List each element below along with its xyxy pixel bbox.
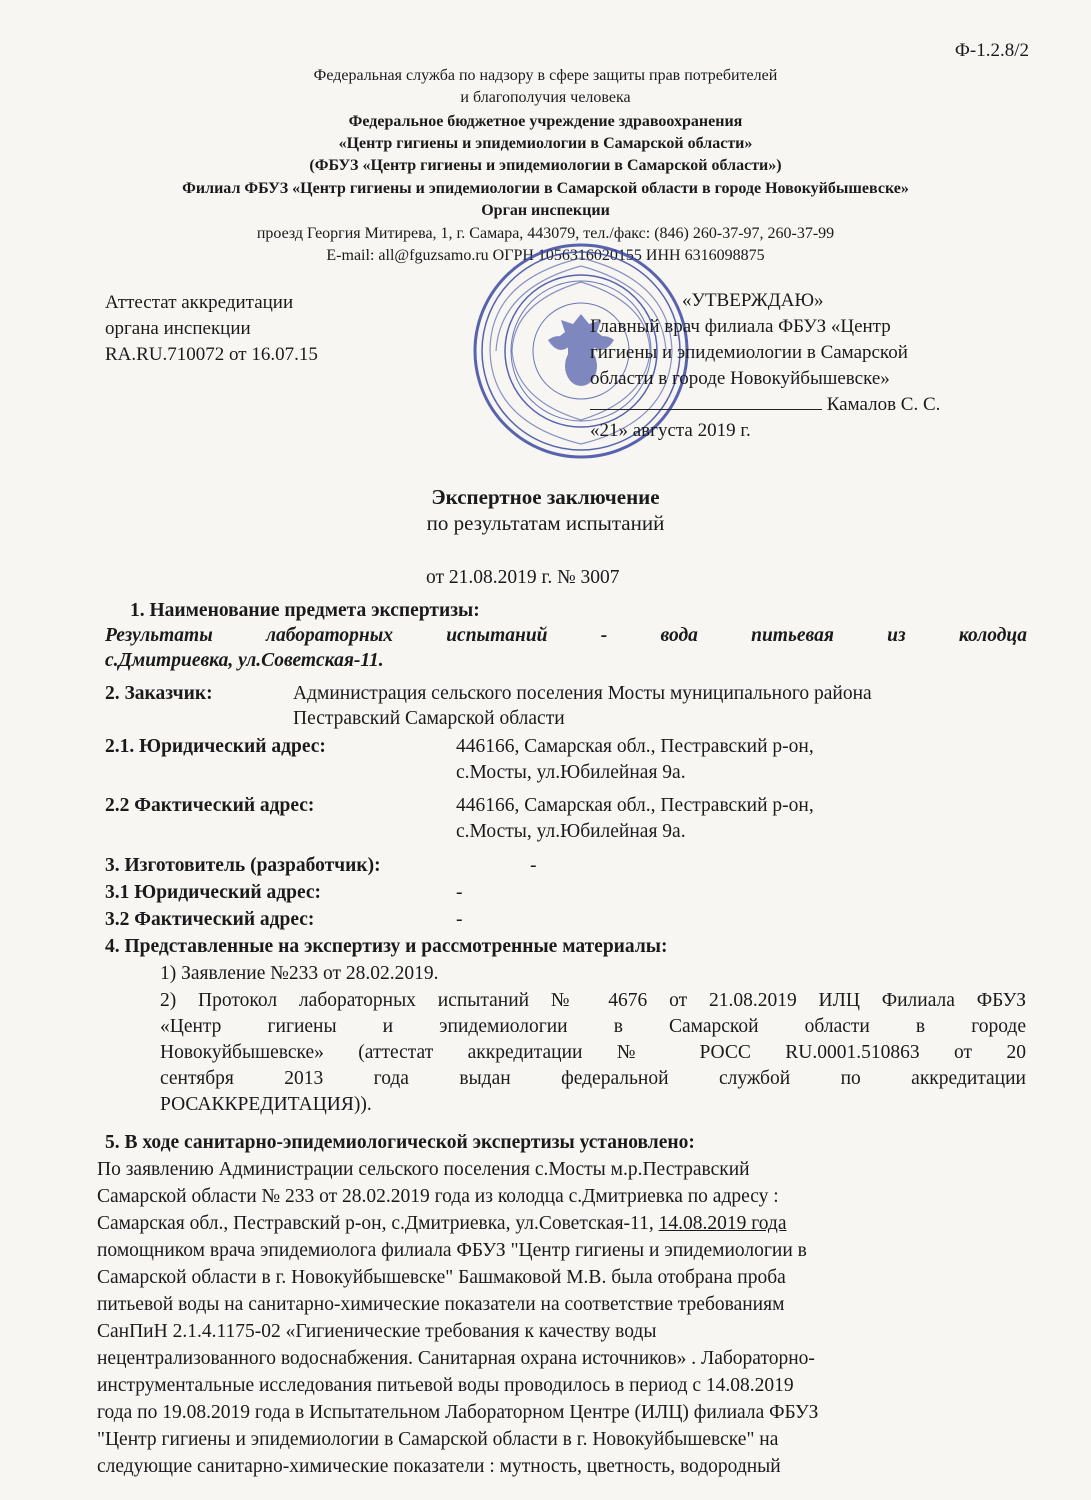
accreditation-line-3: RA.RU.710072 от 16.07.15 [105, 344, 318, 365]
signature-line [590, 393, 822, 410]
accreditation-line-1: Аттестат аккредитации [105, 292, 294, 313]
approval-signature-row [590, 392, 1010, 418]
section-2-1-line-1: 446166, Самарская обл., Пестравский р-он, [456, 736, 814, 757]
section-5-line-2: Самарской области № 233 от 28.02.2019 года из колодца с.Дмитриевка по адресу : [97, 1186, 779, 1207]
approval-line-1: Главный врач филиала ФБУЗ «Центр [590, 316, 891, 337]
section-3-value: - [530, 855, 537, 876]
section-4-item-1: 1) Заявление №233 от 28.02.2019. [160, 963, 439, 984]
section-2-2-line-2: с.Мосты, ул.Юбилейная 9а. [456, 821, 686, 842]
approval-signer: Камалов С. С. [826, 394, 941, 415]
approval-block [590, 288, 1010, 444]
section-2-label: 2. Заказчик: [105, 683, 213, 704]
section-2-line-1: Администрация сельского поселения Мосты муниципального района [293, 683, 872, 704]
section-1-line-2: с.Дмитриевка, ул.Советская-11. [105, 650, 384, 671]
header-line-9: E-mail: all@fguzsamo.ru ОГРН 1056316020155 ИНН 6316098875 [326, 247, 765, 264]
section-5-line-9: инструментальные исследования питьевой воды проводилось в период с 14.08.2019 [97, 1375, 794, 1396]
section-5-line-5: Самарской области в г. Новокуйбышевске" Башмаковой М.В. была отобрана проба [97, 1267, 786, 1288]
document-title: Экспертное заключение [431, 485, 660, 509]
section-2-1-line-2: с.Мосты, ул.Юбилейная 9а. [456, 762, 686, 783]
section-5-line-6: питьевой воды на санитарно-химические показатели на соответствие требованиям [97, 1294, 785, 1315]
section-5-line-11: "Центр гигиены и эпидемиологии в Самарской области в г. Новокуйбышевске" на [97, 1429, 779, 1450]
section-5-line-3-text: Самарская обл., Пестравский р-он, с.Дмитриевка, ул.Советская-11, [97, 1213, 654, 1234]
section-5-line-10: года по 19.08.2019 года в Испытательном Лабораторном Центре (ИЛЦ) филиала ФБУЗ [97, 1402, 819, 1423]
document-subtitle: по результатам испытаний [426, 511, 665, 535]
approval-line-3: области в городе Новокуйбышевске» [590, 368, 890, 389]
section-1-heading: 1. Наименование предмета экспертизы: [130, 600, 480, 621]
section-4-item-2-line-4: сентября 2013 года выдан федеральной службой по аккредитации [160, 1068, 1026, 1089]
section-4-heading: 4. Представленные на экспертизу и рассмотренные материалы: [105, 936, 668, 957]
section-5-heading: 5. В ходе санитарно-эпидемиологической экспертизы установлено: [105, 1132, 695, 1153]
section-5-line-1: По заявлению Администрации сельского поселения с.Мосты м.р.Пестравский [97, 1159, 750, 1180]
section-4-item-2-line-2: «Центр гигиены и эпидемиологии в Самарской области в городе [160, 1016, 1026, 1037]
section-3-2-value: - [456, 909, 463, 930]
section-2-2-line-1: 446166, Самарская обл., Пестравский р-он, [456, 795, 814, 816]
header-line-2: и благополучия человека [460, 89, 631, 106]
section-3-label: 3. Изготовитель (разработчик): [105, 855, 381, 876]
approval-title: «УТВЕРЖДАЮ» [682, 290, 824, 311]
section-2-1-label: 2.1. Юридический адрес: [105, 736, 326, 757]
section-5-line-7: СанПиН 2.1.4.1175-02 «Гигиенические требования к качеству воды [97, 1321, 657, 1342]
section-3-2-label: 3.2 Фактический адрес: [105, 909, 315, 930]
section-5-line-8: нецентрализованного водоснабжения. Санитарная охрана источников» . Лабораторно- [97, 1348, 815, 1369]
section-3-1-value: - [456, 882, 463, 903]
header-line-4: «Центр гигиены и эпидемиологии в Самарской области» [338, 135, 753, 152]
section-1-line-1: Результаты лабораторных испытаний - вода питьевая из колодца [105, 625, 1027, 646]
header-line-1: Федеральная служба по надзору в сфере защиты прав потребителей [313, 67, 778, 84]
document-date-number: от 21.08.2019 г. № 3007 [426, 567, 620, 588]
form-code: Ф-1.2.8/2 [954, 40, 1029, 61]
sample-date: 14.08.2019 года [658, 1213, 787, 1234]
header-line-8: проезд Георгия Митирева, 1, г. Самара, 443079, тел./факс: (846) 260-37-97, 260-37-99 [256, 225, 835, 242]
approval-line-2: гигиены и эпидемиологии в Самарской [590, 342, 908, 363]
section-5-line-3 [97, 1211, 786, 1236]
header-line-3: Федеральное бюджетное учреждение здравоохранения [348, 113, 743, 130]
section-2-2-label: 2.2 Фактический адрес: [105, 795, 315, 816]
section-5-line-12: следующие санитарно-химические показатели : мутность, цветность, водородный [97, 1456, 781, 1477]
accreditation-block [105, 290, 318, 368]
section-2-line-2: Пестравский Самарской области [293, 708, 565, 729]
section-3-1-label: 3.1 Юридический адрес: [105, 882, 322, 903]
section-4-item-2-line-5: РОСАККРЕДИТАЦИЯ)). [160, 1094, 372, 1115]
section-4-item-2-line-3: Новокуйбышевске» (аттестат аккредитации № РОСС RU.0001.510863 от 20 [160, 1042, 1026, 1063]
header-line-7: Орган инспекции [481, 202, 610, 219]
header-line-5: (ФБУЗ «Центр гигиены и эпидемиологии в Самарской области») [309, 157, 782, 174]
section-4-item-2-line-1: 2) Протокол лабораторных испытаний № 4676 от 21.08.2019 ИЛЦ Филиала ФБУЗ [160, 990, 1026, 1011]
approval-date: «21» августа 2019 г. [590, 420, 751, 441]
section-5-line-4: помощником врача эпидемиолога филиала ФБУЗ "Центр гигиены и эпидемиологии в [97, 1240, 807, 1261]
accreditation-line-2: органа инспекции [105, 318, 251, 339]
header-line-6: Филиал ФБУЗ «Центр гигиены и эпидемиологии в Самарской области в городе Новокуйбышевске» [182, 180, 909, 197]
